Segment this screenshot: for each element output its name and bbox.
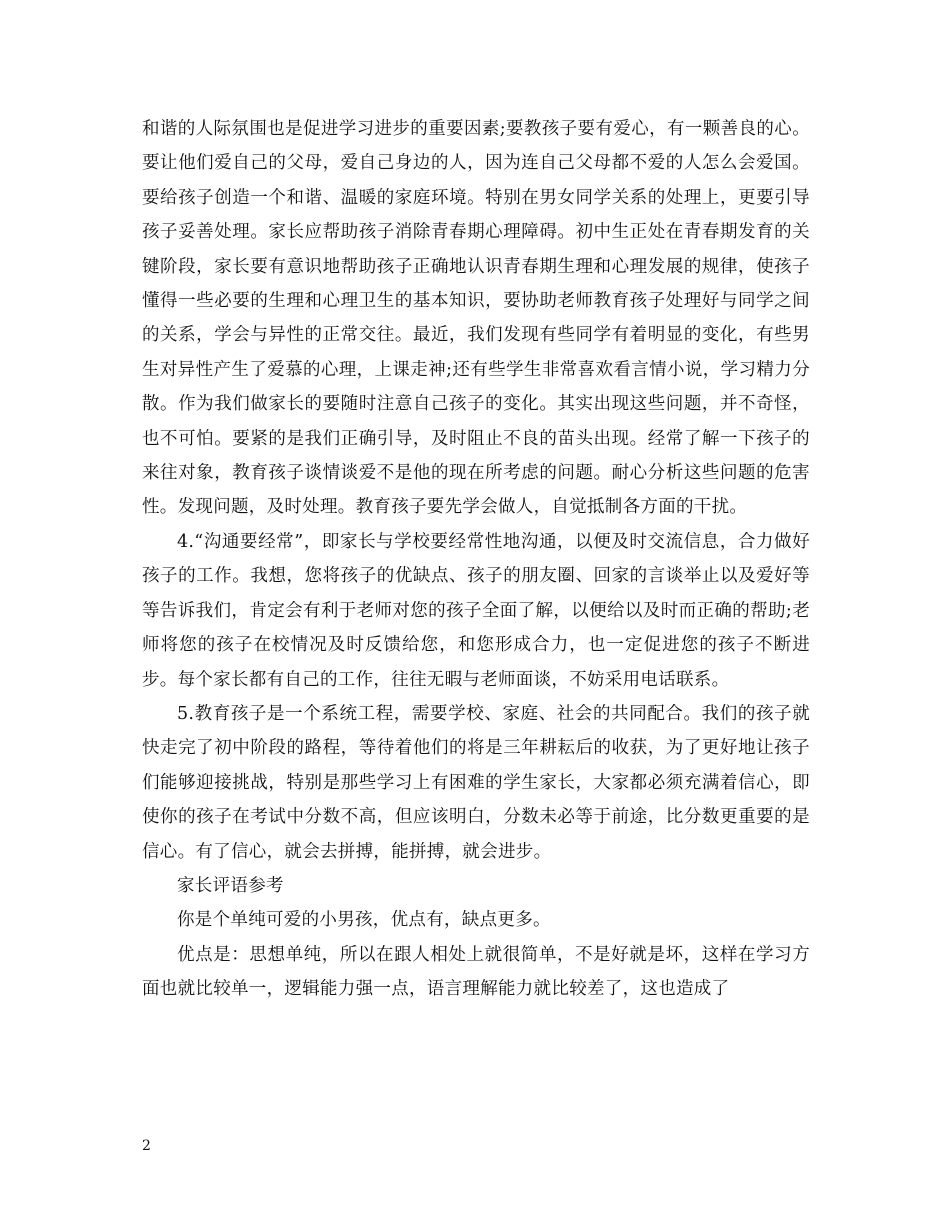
document-body: [142, 112, 810, 1007]
page-number: 2: [142, 1138, 151, 1154]
paragraph-1: 和谐的人际氛围也是促进学习进步的重要因素;要教孩子要有爱心，有一颗善良的心。要让他们爱自己的父母，爱自己身边的人，因为连自己父母都不爱的人怎么会爱国。要给孩子创造一个和谐、温暖的家庭环境。特别在男女同学关系的处理上，更要引导孩子妥善处理。家长应帮助孩子消除青春期心理障碍。初中生正处在青春期发育的关键阶段，家长要有意识地帮助孩子正确地认识青春期生理和心理发展的规律，使孩子懂得一些必要的生理和心理卫生的基本知识，要协助老师教育孩子处理好与同学之间的关系，学会与异性的正常交往。最近，我们发现有些同学有着明显的变化，有些男生对异性产生了爱慕的心理，上课走神;还有些学生非常喜欢看言情小说，学习精力分散。作为我们做家长的要随时注意自己孩子的变化。其实出现这些问题，并不奇怪，也不可怕。要紧的是我们正确引导，及时阻止不良的苗头出现。经常了解一下孩子的来往对象，教育孩子谈情谈爱不是他的现在所考虑的问题。耐心分析这些问题的危害性。发现问题，及时处理。教育孩子要先学会做人，自觉抵制各方面的干扰。: [142, 119, 810, 518]
paragraph-5: 你是个单纯可爱的小男孩，优点有，缺点更多。: [177, 910, 551, 931]
paragraph-2: 4.“沟通要经常”，即家长与学校要经常性地沟通，以便及时交流信息，合力做好孩子的工作。我想，您将孩子的优缺点、孩子的朋友圈、回家的言谈举止以及爱好等等告诉我们，肯定会有利于老师对您的孩子全面了解，以便给以及时而正确的帮助;老师将您的孩子在校情况及时反馈给您，和您形成合力，也一定促进您的孩子不断进步。每个家长都有自己的工作，往往无暇与老师面谈，不妨采用电话联系。: [142, 531, 810, 690]
section-heading: 家长评语参考: [177, 875, 284, 896]
paragraph-6: 优点是：思想单纯，所以在跟人相处上就很简单，不是好就是坏，这样在学习方面也就比较单一，逻辑能力强一点，语言理解能力就比较差了，这也造成了: [142, 944, 810, 1000]
paragraph-3: 5.教育孩子是一个系统工程，需要学校、家庭、社会的共同配合。我们的孩子就快走完了初中阶段的路程，等待着他们的将是三年耕耘后的收获，为了更好地让孩子们能够迎接挑战，特别是那些学习上有困难的学生家长，大家都必须充满着信心，即使你的孩子在考试中分数不高，但应该明白，分数未必等于前途，比分数更重要的是信心。有了信心，就会去拼搏，能拼搏，就会进步。: [142, 703, 810, 862]
